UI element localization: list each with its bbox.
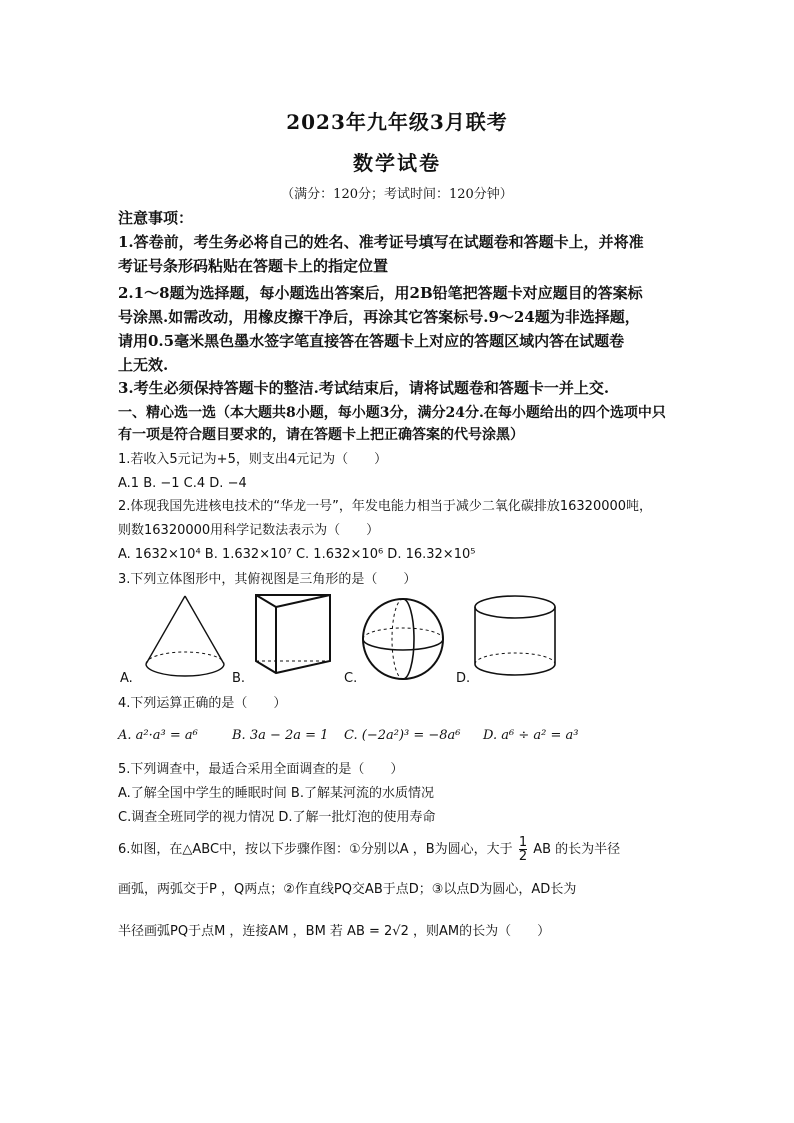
q6-line-1: 6.如图，在△ABC中，按以下步骤作图：①分别以A ，B为圆心，大于 $\frac{1}{2}$ AB 的长为半径 <box>118 835 621 864</box>
q2-options: A. 1632×10⁴ B. 1.632×10⁷ C. 1.632×10⁶ D. 16.32×10⁵ <box>118 547 476 562</box>
q3-option-label: A. <box>120 671 133 686</box>
q2-stem: 2.体现我国先进核电技术的“华龙一号”，年发电能力相当于减少二氧化碳排放16320000吨， <box>118 499 653 514</box>
notice-line: 号涂黑.如需改动，用橡皮擦干净后，再涂其它答案标号.9～24题为非选择题， <box>118 308 640 326</box>
q6-line-3: 半径画弧PQ于点M ，连接AM ，BM 若 AB = 2√2 ，则AM的长为（ ） <box>118 924 551 939</box>
q1-stem: 1.若收入5元记为+5，则支出4元记为（ ） <box>118 452 388 467</box>
q4-option-b: B. 3a − 2a = 1 <box>232 728 329 743</box>
q4-stem: 4.下列运算正确的是（ ） <box>118 696 287 711</box>
cylinder-figure <box>470 594 560 684</box>
q3-option-label: B. <box>232 671 246 686</box>
q1-options: A.1 B. −1 C.4 D. −4 <box>118 476 247 491</box>
exam-meta: （满分：120分；考试时间：120分钟） <box>281 187 513 202</box>
exam-subject: 数学试卷 <box>353 151 441 175</box>
q4-option-d: D. a⁶ ÷ a² = a³ <box>483 728 579 743</box>
notice-line: 考证号条形码粘贴在答题卡上的指定位置 <box>118 257 389 275</box>
q6-line-2: 画弧，两弧交于P ，Q两点；②作直线PQ交AB于点D；③以点D为圆心，AD长为 <box>118 882 577 897</box>
sphere-figure <box>358 594 448 684</box>
notice-line: 请用0.5毫米黑色墨水签字笔直接答在答题卡上对应的答题区域内答在试题卷 <box>118 332 625 350</box>
q2-stem: 则数16320000用科学记数法表示为（ ） <box>118 523 380 538</box>
cone-figure <box>140 592 230 682</box>
exam-title: 2023年九年级3月联考 <box>286 110 508 134</box>
q4-option-c: C. (−2a²)³ = −8a⁶ <box>344 728 461 743</box>
q5-stem: 5.下列调查中，最适合采用全面调查的是（ ） <box>118 762 404 777</box>
q3-stem: 3.下列立体图形中，其俯视图是三角形的是（ ） <box>118 572 417 587</box>
notice-heading: 注意事项： <box>118 209 194 227</box>
fraction: $\frac{1}{2}$ <box>518 835 528 864</box>
prism-figure <box>248 591 338 681</box>
notice-line: 1.答卷前，考生务必将自己的姓名、准考证号填写在试题卷和答题卡上，并将准 <box>118 233 644 251</box>
notice-line: 2.1～8题为选择题，每小题选出答案后，用2B铅笔把答题卡对应题目的答案标 <box>118 284 643 302</box>
section-heading: 一、精心选一选（本大题共8小题，每小题3分，满分24分.在每小题给出的四个选项中只 <box>118 405 666 421</box>
q5-options-cd: C.调查全班同学的视力情况 D.了解一批灯泡的使用寿命 <box>118 810 436 825</box>
q5-options-ab: A.了解全国中学生的睡眠时间 B.了解某河流的水质情况 <box>118 786 434 801</box>
q3-option-label: D. <box>456 671 471 686</box>
notice-line: 上无效. <box>118 356 169 374</box>
q3-option-label: C. <box>344 671 358 686</box>
section-heading: 有一项是符合题目要求的，请在答题卡上把正确答案的代号涂黑） <box>118 427 524 443</box>
q4-option-a: A. a²·a³ = a⁶ <box>118 728 198 743</box>
notice-line: 3.考生必须保持答题卡的整洁.考试结束后，请将试题卷和答题卡一并上交. <box>118 379 610 397</box>
